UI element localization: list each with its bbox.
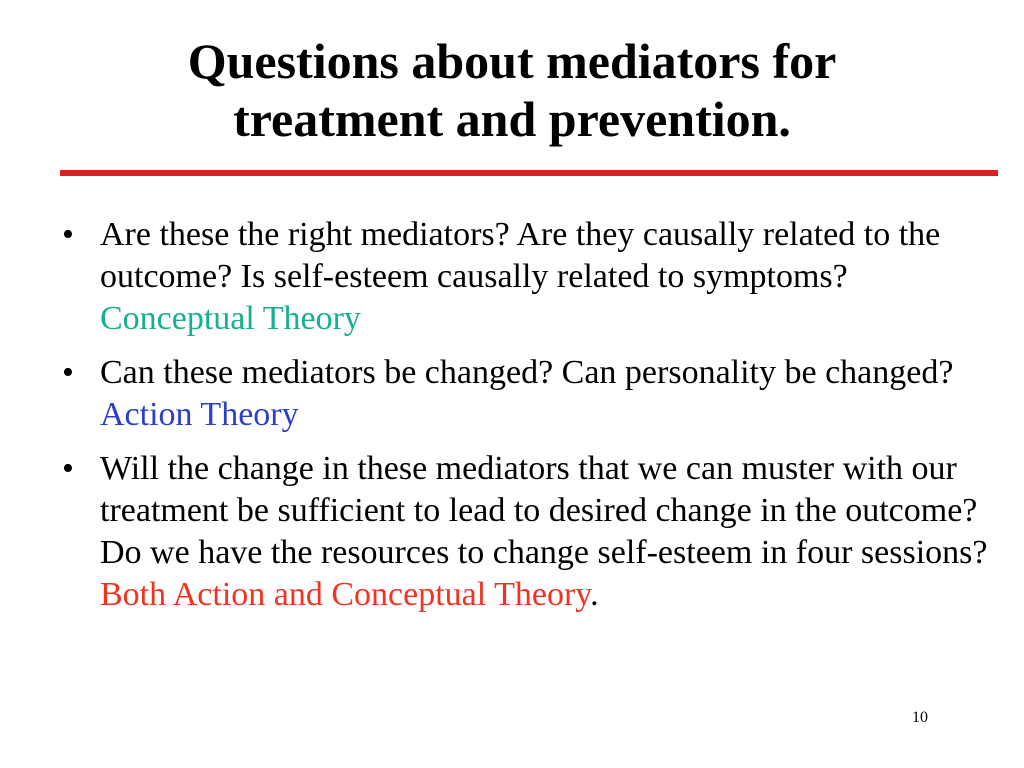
bullet-text: Are these the right mediators? Are they causally related to the outcome? Is self-esteem causally related to symptoms?	[100, 216, 941, 295]
bullet-dot: •	[62, 354, 74, 391]
bullet-text: Can these mediators be changed? Can personality be changed?	[100, 354, 954, 391]
bullet-suffix: .	[590, 576, 599, 613]
bullet-dot: •	[62, 450, 74, 487]
bullet-tag-conceptual-theory: Conceptual Theory	[100, 300, 361, 337]
title-line-1: Questions about mediators for	[187, 33, 837, 89]
page-number: 10	[912, 709, 928, 726]
title-line-2: treatment and prevention.	[233, 91, 791, 147]
bullet-list	[56, 214, 996, 628]
bullet-tag-both-theories: Both Action and Conceptual Theory	[100, 576, 591, 613]
bullet-text: Will the change in these mediators that we can muster with our treatment be sufficient to lead to desired change in the outcome? Do we have the resources to change self-esteem in four sessions?	[100, 450, 988, 571]
bullet-item-2	[56, 352, 996, 436]
bullet-item-1	[56, 214, 996, 340]
bullet-tag-action-theory: Action Theory	[100, 396, 299, 433]
slide-title	[40, 32, 984, 148]
bullet-dot: •	[62, 216, 74, 253]
bullet-item-3	[56, 448, 996, 616]
title-divider	[60, 170, 998, 176]
